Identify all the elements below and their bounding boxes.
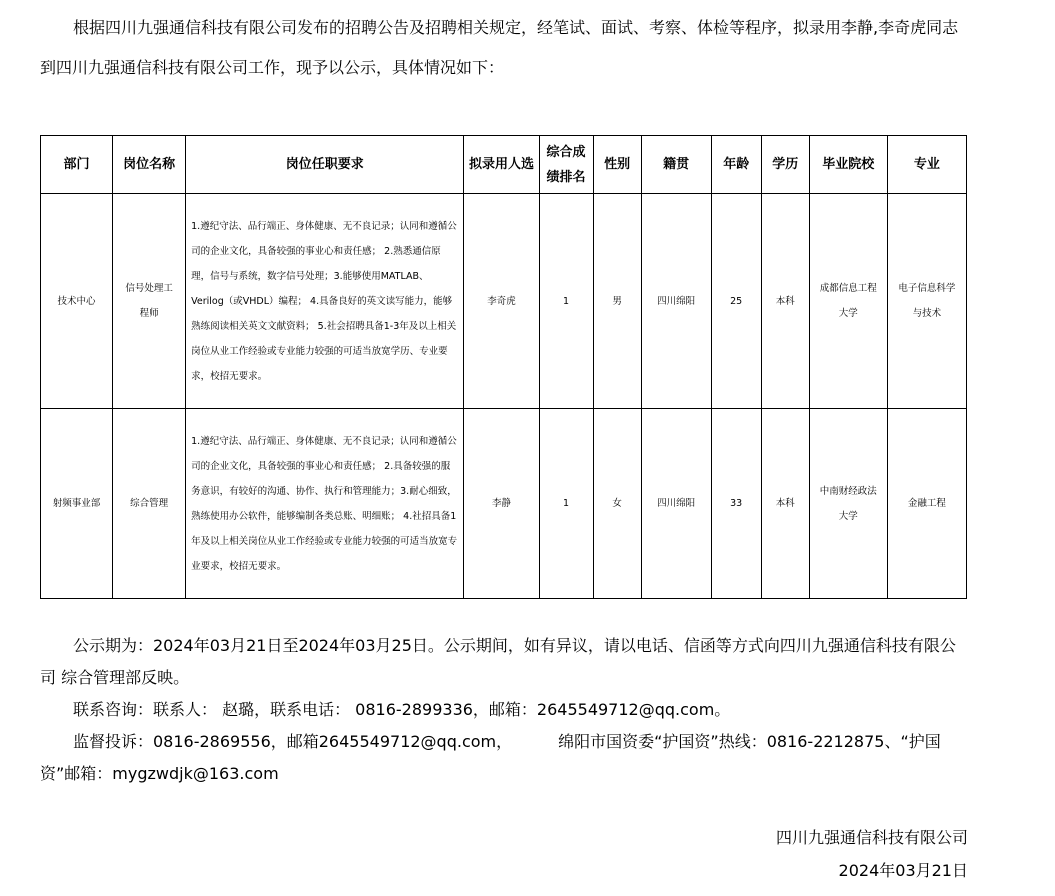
intro-paragraph: 根据四川九强通信科技有限公司发布的招聘公告及招聘相关规定，经笔试、面试、考察、体检等程序，拟录用李静,李奇虎同志到四川九强通信科技有限公司工作，现予以公示，具体情况如下： (40, 18, 959, 77)
cell-gender: 男 (593, 194, 641, 409)
header-requirements: 岗位任职要求 (186, 136, 464, 194)
cell-school: 成都信息工程大学 (809, 194, 887, 409)
cell-candidate: 李静 (464, 409, 539, 599)
cell-department: 射频事业部 (41, 409, 113, 599)
header-age: 年龄 (711, 136, 761, 194)
publicity-period-paragraph: 公示期为：2024年03月21日至2024年03月25日。公示期间，如有异议，请以电话、信函等方式向四川九强通信科技有限公司 综合管理部反映。 (40, 636, 956, 687)
cell-hometown: 四川绵阳 (641, 194, 711, 409)
header-major: 专业 (887, 136, 966, 194)
table-header-row (41, 136, 967, 194)
cell-gender: 女 (593, 409, 641, 599)
cell-rank: 1 (539, 194, 593, 409)
cell-major: 金融工程 (887, 409, 966, 599)
signature-date: 2024年03月21日 (838, 861, 968, 880)
cell-rank: 1 (539, 409, 593, 599)
cell-age: 25 (711, 194, 761, 409)
cell-education: 本科 (761, 194, 809, 409)
cell-school: 中南财经政法大学 (809, 409, 887, 599)
cell-education: 本科 (761, 409, 809, 599)
signature-company: 四川九强通信科技有限公司 (775, 828, 968, 847)
header-department: 部门 (41, 136, 113, 194)
cell-department: 技术中心 (41, 194, 113, 409)
candidate-table (40, 135, 967, 599)
cell-major: 电子信息科学与技术 (887, 194, 966, 409)
cell-requirements: 1.遵纪守法、品行端正、身体健康、无不良记录；认同和遵循公司的企业文化，具备较强的事业心和责任感； 2.熟悉通信原理，信号与系统，数字信号处理；3.能够使用MATLAB、Verilog（或VHDL）编程； 4.具备良好的英文读写能力，能够熟练阅读相关英文文献资料； 5.社会招聘具备1-3年及以上相关岗位从业工作经验或专业能力较强的可适当放宽学历、专业要求，校招无要求。 (186, 194, 464, 409)
header-position: 岗位名称 (113, 136, 186, 194)
header-hometown: 籍贯 (641, 136, 711, 194)
cell-position: 综合管理 (113, 409, 186, 599)
complaint-sasac-line: 绵阳市国资委“护国资”热线：0816-2212875、“护国资”邮箱：mygzwdjk@163.com (40, 732, 941, 783)
header-school: 毕业院校 (809, 136, 887, 194)
table-row (41, 409, 967, 599)
header-rank: 综合成绩排名 (539, 136, 593, 194)
cell-requirements: 1.遵纪守法、品行端正、身体健康、无不良记录；认同和遵循公司的企业文化，具备较强的事业心和责任感； 2.具备较强的服务意识，有较好的沟通、协作、执行和管理能力；3.耐心细致，熟练使用办公软件，能够编制各类总账、明细账； 4.社招具备1年及以上相关岗位从业工作经验或专业能力较强的可适当放宽专业要求，校招无要求。 (186, 409, 464, 599)
header-education: 学历 (761, 136, 809, 194)
table-row (41, 194, 967, 409)
complaint-company-line: 监督投诉：0816-2869556，邮箱2645549712@qq.com， (73, 732, 513, 751)
cell-age: 33 (711, 409, 761, 599)
cell-candidate: 李奇虎 (464, 194, 539, 409)
contact-paragraph: 联系咨询：联系人： 赵璐，联系电话： 0816-2899336，邮箱：2645549712@qq.com。 (73, 700, 731, 719)
cell-hometown: 四川绵阳 (641, 409, 711, 599)
cell-position: 信号处理工程师 (113, 194, 186, 409)
header-gender: 性别 (593, 136, 641, 194)
header-candidate: 拟录用人选 (464, 136, 539, 194)
complaint-paragraph (40, 726, 970, 790)
